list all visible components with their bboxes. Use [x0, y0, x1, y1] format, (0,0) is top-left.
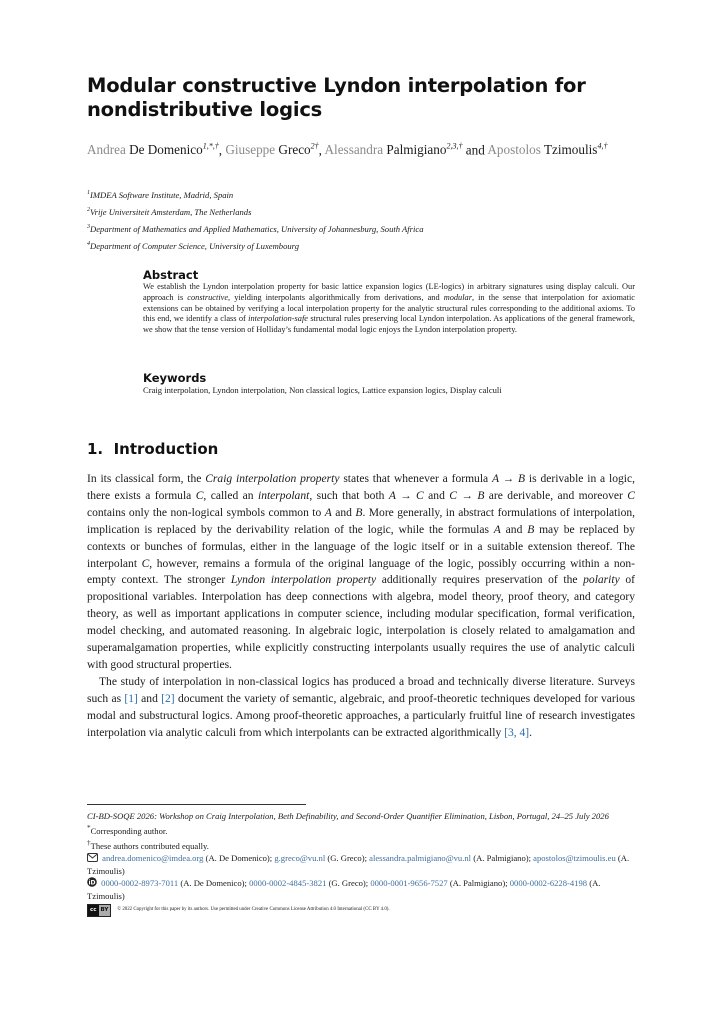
citation-link[interactable]: [1] [124, 692, 138, 705]
author-list: Andrea De Domenico$^{1,*,\dagger}$, Giuseppe Greco$^{2\dagger}$, Alessandra Palmigiano$^{2,3,\dagger}$ and Apostolos Tzimoulis$^{4,\dagger}$ [87, 142, 608, 158]
footnotes [87, 810, 635, 917]
body-emphasis: A [324, 506, 332, 519]
affiliation-number: 3 [87, 223, 90, 230]
affiliation-list [87, 186, 635, 253]
affiliation-text: Department of Mathematics and Applied Mathematics, University of Johannesburg, South Africa [90, 223, 424, 234]
author-affiliation-mark: 4,† [597, 142, 608, 151]
affiliation-text: Vrije Universiteit Amsterdam, The Netherlands [90, 206, 252, 217]
body-emphasis: B [355, 506, 363, 519]
body-emphasis: C [141, 557, 150, 570]
section-title: Introduction [113, 440, 219, 458]
body-text [87, 471, 635, 742]
body-emphasis: interpolant [257, 489, 310, 502]
citation-link[interactable]: [3, 4] [504, 726, 530, 739]
orcid-link[interactable]: 0000-0002-8973-7011 [101, 877, 179, 888]
body-emphasis: A → C [388, 489, 424, 502]
email-link[interactable]: g.greco@vu.nl [274, 852, 326, 863]
body-emphasis: C [627, 489, 635, 502]
body-paragraph: The study of interpolation in non-classical logics has produced a broad and technically diverse literature. Surveys such as [1] and [2] document the variety of semantic, algebraic, and proof-theoretic techniques developed for various modal and substructural logics. Among proof-theoretic approaches, a particularly fruitful line of research investigates interpolation via analytic calculi from which interpolants can be extracted algorithmically [3, 4]. [87, 675, 635, 739]
affiliation-number: 1 [87, 190, 90, 196]
affiliation-item [87, 186, 635, 203]
cc-by-license-icon [87, 904, 111, 917]
keywords-heading: Keywords [143, 371, 207, 385]
orcid-note: iD 0000-0002-8973-7011 (A. De Domenico); 0000-0002-4845-3821 (G. Greco); 0000-0001-9656-7527 (A. Palmigiano); 0000-0002-6228-4198 (A. Tzimoulis) [87, 877, 601, 901]
svg-text:iD: iD [88, 879, 96, 887]
body-emphasis: Craig interpolation property [205, 473, 340, 485]
equal-contribution-note: †These authors contributed equally. [87, 838, 209, 851]
body-emphasis: A [493, 523, 501, 536]
section-heading [87, 440, 218, 458]
envelope-icon [87, 853, 98, 865]
affiliation-item [87, 203, 635, 220]
body-paragraph: In its classical form, the Craig interpolation property states that whenever a formula A → B is derivable in a logic, there exists a formula C, called an interpolant, such that both A → C and C → B are derivable, and moreover C contains only the non-logical symbols common to A and B. More generally, in abstract formulations of interpolation, implication is replaced by the derivability relation of the logic, while the formulas A and B may be replaced by contexts or bunches of formulas, either in the language of the logic itself or in a suitable extension thereof. The interpolant C, however, remains a formula of the original language of the logic, possibly occurring within a non-empty context. The stronger Lyndon interpolation property additionally requires preservation of the polarity of propositional variables. Interpolation has deep connections with algebra, model theory, proof theory, and category theory, as well as important applications in computer science, including modular specification, formal verification, model checking, and automated reasoning. In algebraic logic, interpolation is closely related to amalgamation and superamalgamation properties, while explicitly constructing interpolants usually requires the use of analytic calculi with good structural properties. [87, 473, 635, 671]
affiliation-number: 2 [87, 206, 90, 213]
abstract-emphasis: modular [443, 292, 472, 302]
affiliation-text: IMDEA Software Institute, Madrid, Spain [90, 189, 234, 200]
paper-title: Modular constructive Lyndon interpolation for nondistributive logics [87, 74, 586, 121]
section-number: 1. [87, 440, 104, 458]
body-emphasis: C → B [449, 489, 485, 502]
abstract-emphasis: constructive [187, 292, 229, 302]
orcid-link[interactable]: 0000-0002-6228-4198 [509, 877, 588, 888]
author-family-name: Greco [278, 142, 311, 158]
author-affiliation-mark: 2,3,† [446, 142, 463, 151]
email-link[interactable]: andrea.domenico@imdea.org [102, 852, 204, 863]
orcid-link[interactable]: 0000-0001-9656-7527 [370, 877, 448, 888]
affiliation-item [87, 237, 635, 254]
author-affiliation-mark: 2† [310, 142, 319, 151]
author-name [487, 142, 607, 157]
email-note: andrea.domenico@imdea.org (A. De Domenico); g.greco@vu.nl (G. Greco); alessandra.palmigiano@vu.nl (A. Palmigiano); apostolos@tzimoulis.eu (A. Tzimoulis) [87, 852, 630, 876]
abstract-emphasis: interpolation-safe [248, 314, 308, 324]
cc-mark: cc [88, 905, 99, 916]
abstract-block [143, 268, 635, 336]
email-link[interactable]: alessandra.palmigiano@vu.nl [369, 852, 472, 863]
author-name [87, 142, 219, 157]
abstract-heading: Abstract [143, 268, 199, 282]
abstract-text: We establish the Lyndon interpolation property for basic lattice expansion logics (LE-logics) in arbitrary signatures using display calculi. Our approach is constructive, yielding interpolants algorithmically from derivations, and modular, in the sense that interpolation for axiomatic extensions can be obtained by verifying a local interpolation property for the analytic structural rules corresponding to the additional axioms. To this end, we identify a class of interpolation-safe structural rules preserving local Lyndon interpolation. As applications of the general framework, we show that the tense version of Holliday’s fundamental modal logic enjoys the Lyndon interpolation property. [143, 282, 636, 335]
orcid-link[interactable]: 0000-0002-4845-3821 [249, 877, 327, 888]
body-emphasis: Lyndon interpolation property [230, 574, 377, 587]
by-mark: BY [99, 905, 111, 916]
orcid-icon [87, 877, 97, 890]
body-emphasis: C [195, 489, 204, 502]
body-emphasis: A → B [491, 473, 526, 485]
author-family-name: Palmigiano [386, 142, 447, 158]
author-family-name: De Domenico [129, 142, 203, 158]
author-family-name: Tzimoulis [543, 142, 598, 158]
author-given-name: Apostolos [487, 142, 541, 158]
license-text: © 2022 Copyright for this paper by its authors. Use permitted under Creative Commons License Attribution 4.0 International (CC BY 4.0). [117, 907, 390, 913]
author-given-name: Andrea [87, 142, 126, 158]
author-given-name: Alessandra [324, 142, 384, 158]
keywords-text: Craig interpolation, Lyndon interpolation, Non classical logics, Lattice expansion logics, Display calculi [143, 385, 502, 395]
corresponding-note: *Corresponding author. [87, 824, 168, 836]
author-affiliation-mark: 1,*,† [202, 142, 219, 151]
body-emphasis: B [527, 523, 535, 536]
workshop-note: CI-BD-SOQE 2026: Workshop on Craig Interpolation, Beth Definability, and Second-Order Quantifier Elimination, Lisbon, Portugal, 24–25 July 2026 [87, 811, 609, 821]
footnote-rule [87, 804, 306, 805]
license-row [87, 904, 635, 917]
affiliation-item [87, 220, 635, 237]
author-name [325, 142, 463, 157]
body-emphasis: polarity [583, 574, 620, 587]
citation-link[interactable]: [2] [161, 692, 175, 705]
email-link[interactable]: apostolos@tzimoulis.eu [533, 852, 616, 863]
affiliation-number: 4 [87, 240, 90, 247]
keywords-block [143, 371, 635, 396]
author-given-name: Giuseppe [225, 142, 276, 158]
author-name [225, 142, 318, 157]
affiliation-text: Department of Computer Science, University of Luxembourg [90, 240, 299, 251]
